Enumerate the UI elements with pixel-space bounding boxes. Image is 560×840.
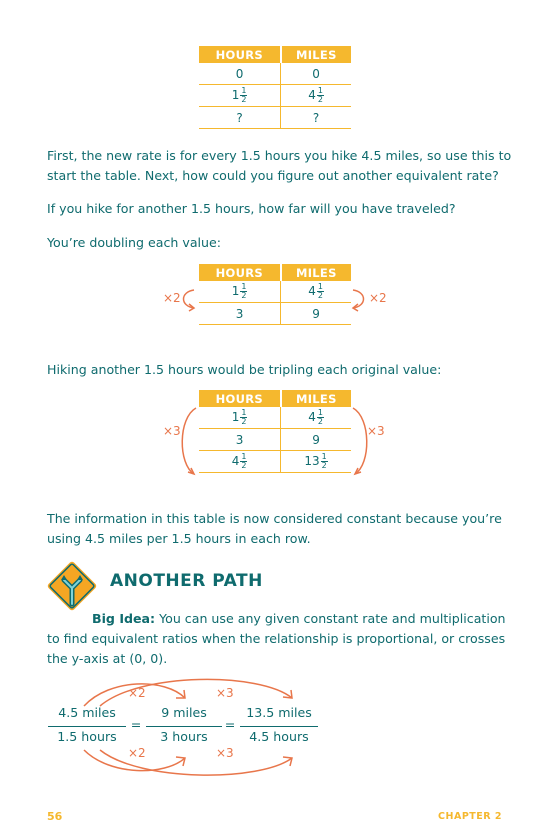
hours-cell bbox=[199, 429, 281, 451]
ratio-1-numerator: 4.5 miles bbox=[58, 705, 116, 720]
bottom-arrows bbox=[70, 748, 320, 776]
table-row bbox=[199, 281, 351, 303]
table-row bbox=[199, 63, 351, 85]
table-row bbox=[199, 303, 351, 325]
paragraph-intro: First, the new rate is for every 1.5 hours you hike 4.5 miles, so use this to start the table. Next, how could you figure out another equivalent rate? bbox=[47, 148, 512, 183]
miles-cell bbox=[281, 407, 351, 429]
fraction: $\frac{1}{2}$ bbox=[241, 408, 247, 426]
table-row bbox=[199, 451, 351, 473]
paragraph-tripling: Hiking another 1.5 hours would be tripling each original value: bbox=[47, 362, 442, 377]
miles-cell bbox=[281, 429, 351, 451]
whole-part: 1 bbox=[231, 88, 240, 102]
big-idea-text: You can use any given constant rate and multiplication to find equivalent ratios when the relationship is proportional, or crosses the y-axis at (0, 0). bbox=[47, 611, 506, 666]
ratio-1-denominator: 1.5 hours bbox=[57, 729, 117, 744]
right-curved-arrow bbox=[349, 286, 371, 316]
bottom-multiplier-2: ×3 bbox=[216, 746, 234, 760]
miles-cell bbox=[281, 451, 351, 473]
whole-part: 3 bbox=[235, 306, 244, 321]
paragraph-constant: The information in this table is now considered constant because you’re using 4.5 miles per 1.5 hours in each row. bbox=[47, 511, 502, 546]
miles-cell bbox=[281, 85, 351, 107]
whole-part: 9 bbox=[312, 432, 320, 447]
whole-part: 4 bbox=[308, 284, 316, 298]
another-path-heading: ANOTHER PATH bbox=[110, 571, 263, 591]
hours-cell bbox=[199, 451, 281, 473]
miles-header: MILES bbox=[281, 390, 351, 407]
table-row bbox=[199, 407, 351, 429]
whole-part: 4 bbox=[308, 410, 316, 424]
hours-cell bbox=[199, 107, 281, 129]
top-multiplier-2: ×3 bbox=[216, 686, 234, 700]
right-multiplier: ×2 bbox=[369, 291, 387, 305]
miles-cell bbox=[281, 281, 351, 303]
fraction: $\frac{1}{2}$ bbox=[317, 408, 323, 426]
fraction-bar bbox=[48, 726, 126, 727]
miles-header: MILES bbox=[281, 264, 351, 281]
equals-sign: = bbox=[224, 717, 236, 732]
table-row bbox=[199, 85, 351, 107]
miles-cell bbox=[281, 303, 351, 325]
miles-cell bbox=[281, 63, 351, 85]
bottom-multiplier-1: ×2 bbox=[128, 746, 146, 760]
whole-part: 1 bbox=[231, 410, 240, 424]
ratio-2-denominator: 3 hours bbox=[160, 729, 208, 744]
equals-sign: = bbox=[130, 717, 142, 732]
table-row bbox=[199, 429, 351, 451]
hours-cell bbox=[199, 303, 281, 325]
fraction-bar bbox=[146, 726, 222, 727]
paragraph-question: If you hike for another 1.5 hours, how far will you have traveled? bbox=[47, 201, 456, 216]
fraction-bar bbox=[240, 726, 318, 727]
whole-part: ? bbox=[312, 110, 320, 125]
ratio-2-numerator: 9 miles bbox=[161, 705, 207, 720]
miles-cell bbox=[281, 107, 351, 129]
rate-table-1 bbox=[199, 46, 351, 129]
right-multiplier: ×3 bbox=[367, 424, 385, 438]
ratio-3-numerator: 13.5 miles bbox=[246, 705, 312, 720]
fraction: $\frac{1}{2}$ bbox=[317, 282, 323, 300]
big-idea-label: Big Idea: bbox=[92, 611, 156, 626]
big-idea-paragraph bbox=[47, 609, 517, 669]
top-arrows bbox=[70, 678, 320, 708]
rate-table-3 bbox=[199, 390, 351, 473]
hours-cell bbox=[199, 63, 281, 85]
table-row bbox=[199, 107, 351, 129]
top-multiplier-1: ×2 bbox=[128, 686, 146, 700]
page-number: 56 bbox=[47, 810, 63, 823]
right-curved-arrow bbox=[349, 404, 371, 480]
fraction: $\frac{1}{2}$ bbox=[241, 452, 247, 470]
whole-part: 3 bbox=[235, 432, 244, 447]
fraction: $\frac{1}{2}$ bbox=[241, 282, 247, 300]
whole-part: 0 bbox=[235, 66, 244, 81]
hours-cell bbox=[199, 281, 281, 303]
fork-road-sign-icon bbox=[44, 558, 100, 614]
paragraph-doubling: You’re doubling each value: bbox=[47, 235, 222, 250]
left-multiplier: ×2 bbox=[163, 291, 181, 305]
whole-part: 4 bbox=[231, 454, 240, 468]
fraction: $\frac{1}{2}$ bbox=[321, 452, 327, 470]
whole-part: 13 bbox=[304, 454, 320, 468]
fraction: $\frac{1}{2}$ bbox=[317, 86, 323, 104]
hours-header: HOURS bbox=[199, 390, 281, 407]
left-multiplier: ×3 bbox=[163, 424, 181, 438]
whole-part: 1 bbox=[231, 284, 240, 298]
hours-header: HOURS bbox=[199, 264, 281, 281]
whole-part: 0 bbox=[312, 66, 320, 81]
fraction: $\frac{1}{2}$ bbox=[241, 86, 247, 104]
chapter-label: CHAPTER 2 bbox=[438, 811, 502, 822]
rate-table-2 bbox=[199, 264, 351, 325]
whole-part: 9 bbox=[312, 306, 320, 321]
hours-cell bbox=[199, 407, 281, 429]
whole-part: ? bbox=[236, 110, 243, 125]
whole-part: 4 bbox=[308, 88, 316, 102]
miles-header: MILES bbox=[281, 46, 351, 63]
hours-header: HOURS bbox=[199, 46, 281, 63]
left-curved-arrow bbox=[178, 286, 200, 316]
left-curved-arrow bbox=[178, 404, 200, 480]
ratio-3-denominator: 4.5 hours bbox=[249, 729, 309, 744]
hours-cell bbox=[199, 85, 281, 107]
